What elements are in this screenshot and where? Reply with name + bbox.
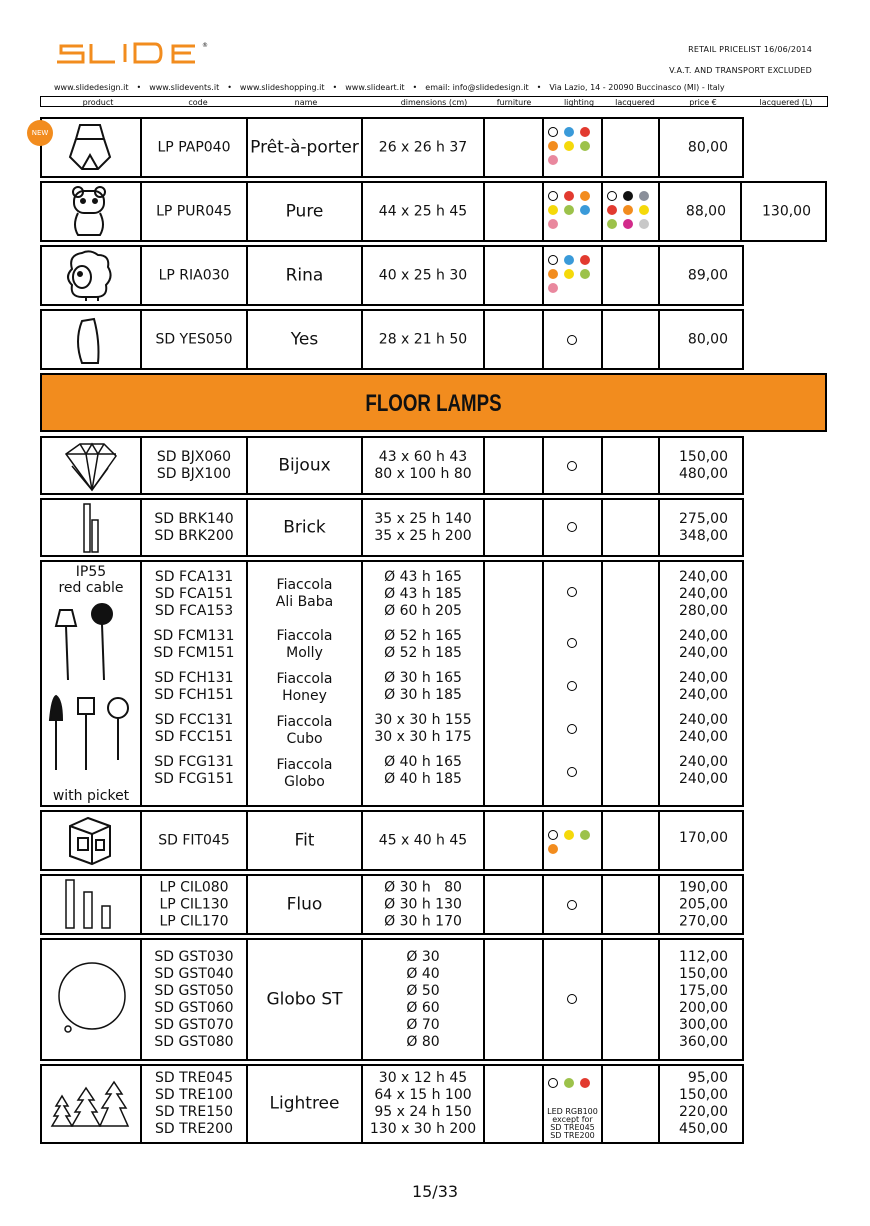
dimensions: 35 x 25 h 200: [374, 527, 472, 544]
price: 200,00: [679, 999, 728, 1016]
price: 240,00: [679, 729, 728, 745]
product-code: SD FCG151: [154, 771, 234, 787]
product-code: SD FCC151: [154, 729, 234, 745]
lamp-pap-icon: [42, 119, 138, 176]
col-lighting: lighting: [563, 98, 595, 107]
table-row: [40, 810, 744, 871]
slide-logo: [55, 40, 207, 68]
lighting-colors: [548, 127, 600, 165]
bear-lamp-icon: [42, 183, 138, 240]
new-badge: NEW: [27, 120, 53, 146]
brick-lamp-icon: [42, 500, 138, 555]
fiaccola-icon: [42, 600, 138, 780]
product-code: SD TRE150: [155, 1104, 233, 1120]
dimensions: Ø 30 h 130: [384, 896, 462, 912]
dimensions: Ø 30 h 170: [384, 913, 462, 929]
lighting-colors: [548, 830, 600, 854]
table-row: [40, 498, 744, 557]
dimensions: Ø 30 h 80: [384, 879, 462, 895]
blue-swatch: [564, 127, 574, 137]
dimensions: Ø 30: [406, 948, 440, 965]
product-code: SD FCA131: [154, 569, 234, 585]
vase-lamp-icon: [42, 311, 138, 368]
orange-swatch: [548, 141, 558, 151]
white-swatch: [567, 767, 577, 777]
price: 240,00: [679, 712, 728, 728]
yellow-swatch: [564, 141, 574, 151]
column-header: [40, 96, 828, 107]
product-name: Fit: [294, 830, 315, 850]
col-dimensions: dimensions (cm): [400, 98, 468, 107]
product-name: Globo: [284, 774, 325, 790]
product-name: Yes: [290, 329, 319, 349]
dimensions: Ø 43 h 165: [384, 569, 462, 585]
product-code: SD YES050: [155, 331, 233, 347]
product-code: SD FCH151: [154, 687, 234, 703]
product-name: Pure: [285, 201, 324, 221]
price: 450,00: [679, 1121, 728, 1137]
product-code: SD TRE045: [155, 1070, 233, 1086]
product-name: Fiaccola: [276, 577, 333, 593]
product-name: Fluo: [286, 894, 323, 914]
product-code: SD TRE200: [155, 1121, 233, 1137]
white-swatch: [567, 335, 577, 345]
lacquered-colors: [607, 191, 659, 229]
product-code: SD FIT045: [158, 832, 230, 848]
product-code: SD FCM131: [153, 628, 235, 644]
price: 150,00: [679, 1087, 728, 1103]
price: 240,00: [679, 670, 728, 686]
dimensions: Ø 30 h 185: [384, 687, 462, 703]
product-code: SD FCG131: [154, 754, 234, 770]
dimensions: Ø 30 h 165: [384, 670, 462, 686]
dimensions: 40 x 25 h 30: [378, 267, 468, 283]
dimensions: Ø 60: [406, 999, 440, 1016]
white-swatch: [567, 900, 577, 910]
product-name: Fiaccola: [276, 628, 333, 644]
product-name: Ali Baba: [275, 594, 334, 610]
product-code: SD GST030: [154, 948, 234, 965]
price: 240,00: [679, 628, 728, 644]
dimensions: Ø 52 h 185: [384, 645, 462, 661]
dimensions: 130 x 30 h 200: [369, 1121, 477, 1137]
dimensions: 28 x 21 h 50: [378, 331, 468, 347]
col-price: price €: [689, 98, 717, 107]
product-name: Fiaccola: [276, 757, 333, 773]
price: 80,00: [687, 331, 728, 347]
dimensions: 64 x 15 h 100: [374, 1087, 472, 1103]
dimensions: Ø 70: [406, 1016, 440, 1033]
product-code: SD GST070: [154, 1016, 234, 1033]
product-code: SD FCH131: [154, 670, 234, 686]
pink-swatch: [548, 155, 558, 165]
section-banner: [40, 373, 827, 432]
dimensions: 26 x 26 h 37: [378, 139, 468, 155]
section-title: FLOOR LAMPS: [365, 390, 502, 417]
link-slideshopping[interactable]: www.slideshopping.it: [239, 83, 325, 92]
svg-text:®: ®: [202, 42, 208, 49]
price: 95,00: [687, 1070, 728, 1086]
led-note: LED RGB100 except for SD TRE045 SD TRE200: [547, 1107, 598, 1140]
product-code: SD TRE100: [155, 1087, 233, 1103]
price: 170,00: [679, 830, 728, 846]
table-row: [40, 309, 744, 370]
product-name: Brick: [283, 517, 326, 537]
col-code: code: [188, 98, 208, 107]
vat-note: V.A.T. AND TRANSPORT EXCLUDED: [669, 66, 812, 75]
dimensions: Ø 40: [406, 965, 440, 982]
price: 240,00: [679, 771, 728, 787]
price: 205,00: [679, 896, 728, 912]
product-name: Fiaccola: [276, 671, 333, 687]
table-row: [40, 117, 744, 178]
col-lacquered-l: lacquered (L): [759, 98, 813, 107]
price: 150,00: [679, 965, 728, 982]
product-name: Rina: [285, 265, 324, 285]
dimensions: 30 x 30 h 175: [374, 729, 472, 745]
product-code: LP PAP040: [157, 139, 231, 155]
product-code: SD GST060: [154, 999, 234, 1016]
table-row: [40, 181, 827, 242]
dimensions: 45 x 40 h 45: [378, 832, 468, 848]
price: 280,00: [679, 603, 728, 619]
red-swatch: [580, 127, 590, 137]
price-lacquered: 130,00: [762, 203, 811, 219]
globe-lamp-icon: [42, 940, 138, 1059]
product-code: LP CIL170: [159, 913, 229, 929]
pricelist-title: RETAIL PRICELIST 16/06/2014: [688, 45, 812, 54]
link-slidedesign[interactable]: www.slidedesign.it: [54, 83, 129, 92]
dimensions: 43 x 60 h 43: [378, 448, 468, 465]
address: Via Lazio, 14 - 20090 Buccinasco (MI) - Italy: [549, 83, 725, 92]
dimensions: Ø 52 h 165: [384, 628, 462, 644]
with-picket-label: with picket: [52, 788, 130, 804]
product-name: Prêt-à-porter: [250, 137, 359, 157]
table-row: [40, 245, 744, 306]
fluo-lamp-icon: [42, 876, 138, 933]
red-cable-label: red cable: [58, 580, 124, 596]
col-product: product: [82, 98, 114, 107]
lighting-colors: [548, 255, 600, 293]
tree-lamp-icon: [42, 1066, 138, 1142]
price: 480,00: [679, 465, 728, 482]
price: 300,00: [679, 1016, 728, 1033]
product-code: LP CIL130: [159, 896, 229, 912]
product-name: Bijoux: [278, 455, 331, 475]
product-code: SD FCM151: [153, 645, 235, 661]
product-code: SD FCC131: [154, 712, 234, 728]
dimensions: 44 x 25 h 45: [378, 203, 468, 219]
col-name: name: [294, 98, 318, 107]
white-swatch: [567, 681, 577, 691]
product-code: SD GST080: [154, 1033, 234, 1050]
white-swatch: [567, 587, 577, 597]
contact-links: www.slidedesign.it • www.slidevents.it • www.slideshopping.it • www.slideart.it • email: info@slidedesign.it • Via Lazio, 14 - 20090 Buccinasco (MI) - Italy: [54, 83, 725, 92]
dimensions: Ø 40 h 165: [384, 754, 462, 770]
email-link[interactable]: email: info@slidedesign.it: [425, 83, 529, 92]
price: 240,00: [679, 645, 728, 661]
product-name: Lightree: [269, 1093, 340, 1114]
dimensions: 30 x 30 h 155: [374, 712, 472, 728]
dimensions: Ø 43 h 185: [384, 586, 462, 602]
product-code: LP RIA030: [158, 267, 230, 283]
lighting-colors: [548, 1078, 600, 1088]
price: 112,00: [679, 948, 728, 965]
product-code: SD BJX060: [156, 448, 232, 465]
product-code: LP PUR045: [156, 203, 232, 219]
price: 240,00: [679, 569, 728, 585]
ip55-label: IP55: [75, 564, 107, 580]
price: 348,00: [679, 527, 728, 544]
table-row: [40, 560, 744, 807]
price: 150,00: [679, 448, 728, 465]
price: 275,00: [679, 510, 728, 527]
product-code: SD FCA153: [154, 603, 234, 619]
price: 240,00: [679, 687, 728, 703]
price: 80,00: [687, 139, 728, 155]
dimensions: Ø 40 h 185: [384, 771, 462, 787]
white-swatch: [567, 461, 577, 471]
product-code: SD FCA151: [154, 586, 234, 602]
price: 89,00: [687, 267, 728, 283]
product-code: SD BRK140: [154, 510, 234, 527]
white-swatch: [567, 994, 577, 1004]
price: 220,00: [679, 1104, 728, 1120]
white-swatch: [567, 724, 577, 734]
product-name: Fiaccola: [276, 714, 333, 730]
price: 360,00: [679, 1033, 728, 1050]
dimensions: 80 x 100 h 80: [374, 465, 472, 482]
col-furniture: furniture: [496, 98, 532, 107]
diamond-lamp-icon: [42, 438, 138, 493]
product-code: SD GST050: [154, 982, 234, 999]
product-code: SD BRK200: [154, 527, 234, 544]
fit-lamp-icon: [42, 812, 138, 869]
price: 88,00: [685, 203, 726, 219]
white-swatch: [548, 127, 558, 137]
product-name: Cubo: [286, 731, 323, 747]
link-slidevents[interactable]: www.slidevents.it: [149, 83, 220, 92]
white-swatch: [567, 638, 577, 648]
sheep-lamp-icon: [42, 247, 138, 304]
dimensions: Ø 50: [406, 982, 440, 999]
page-number: 15/33: [411, 1182, 459, 1201]
product-code: SD BJX100: [156, 465, 232, 482]
table-row: [40, 938, 744, 1061]
white-swatch: [567, 522, 577, 532]
price: 175,00: [679, 982, 728, 999]
green-swatch: [580, 141, 590, 151]
price: 270,00: [679, 913, 728, 929]
lighting-colors: [548, 191, 600, 229]
price: 240,00: [679, 586, 728, 602]
product-name: Honey: [282, 688, 327, 704]
col-lacquered: lacquered: [615, 98, 655, 107]
link-slideart[interactable]: www.slideart.it: [345, 83, 405, 92]
table-row: [40, 436, 744, 495]
product-name: Molly: [286, 645, 323, 661]
price: 240,00: [679, 754, 728, 770]
dimensions: 30 x 12 h 45: [378, 1070, 468, 1086]
dimensions: 95 x 24 h 150: [374, 1104, 472, 1120]
product-code: SD GST040: [154, 965, 234, 982]
table-row: [40, 1064, 744, 1144]
price: 190,00: [679, 879, 728, 895]
table-row: [40, 874, 744, 935]
dimensions: Ø 80: [406, 1033, 440, 1050]
product-name: Globo ST: [266, 989, 343, 1009]
dimensions: 35 x 25 h 140: [374, 510, 472, 527]
dimensions: Ø 60 h 205: [384, 603, 462, 619]
product-code: LP CIL080: [159, 879, 229, 895]
